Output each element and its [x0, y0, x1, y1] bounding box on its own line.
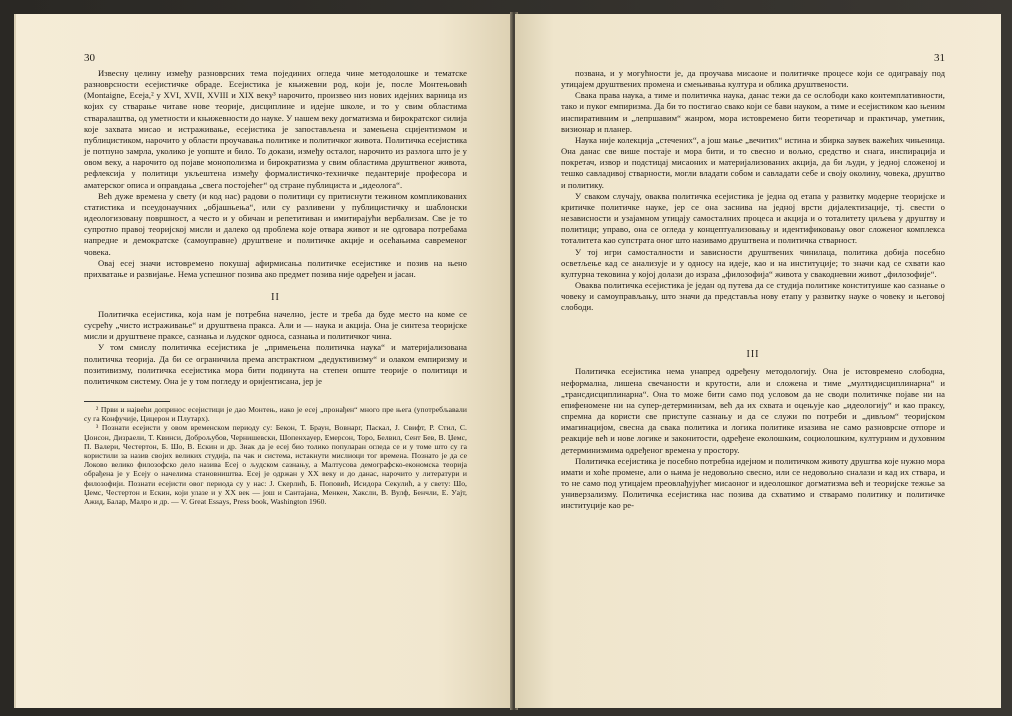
- footnote: ² Први и највећи допринос есејистици је дао Монтењ, иако је есеј „пронађен“ много пре њега (употребљавали су га Конфучије, Цицерон и Плутарх).: [84, 405, 467, 424]
- paragraph: Већ дуже времена у свету (и код нас) радови о политици су притиснути тежином компликованих статистика и псеудонаучних „објашњења“, или су разливени у публицистичку и шаблонски идеологизовану површност, а често и у обичан и репетитиван и имитирајући вербализам. Све је то супротно правој теоријској мисли и далеко од проблема које отвара живот и не одговара потребама напредне и демократске (самоуправне) друштвене и политичке акције и осећањима савременог човека.: [84, 190, 467, 257]
- paragraph: У тој игри самосталности и зависности друштвених чинилаца, политика добија посебно осветљење кад се анализује и у односу на идеје, као и на институције; то значи кад се схвати као културна тековина у којој долази до израза „филозофија“ живота у свакодневни живот „филозофије“.: [561, 246, 945, 279]
- paragraph: Политичка есејистика, која нам је потребна начелно, јесте и треба да буде место на коме се сусрећу „чисто истраживање“ и друштвена пракса. Али и — наука и акција. Она је синтеза теоријске мисли и друштвене праксе, сазнања и људског односа, сазнања и политичког чина.: [84, 308, 467, 342]
- paragraph: Политичка есејистика је посебно потребна идејном и политичком животу друштва које нужно мора имати и хоће промене, али о њима је недовољно свесно, или се недовољно сналази и кад их ствара, и то не само под утицајем преовлађујућег мисаоног и идеолошког догматизма већ и теоријске тежње за универзализму. Политичка есејистика нас позива да схватимо и стварамо политику и политичке институције као ре-: [561, 455, 945, 511]
- paragraph: У сваком случају, оваква политичка есејистика је једна од етапа у развитку модерне теоријске и критичке политичке науке, јер се она заснива на једној врсти дијалектизације, тј. свести о независности и узајамном утицају самосталних процеса и акција и о тоталитету циљева у друштву и политици; управо, она се огледа у концептуализовању и идентификовању овог сложеног комплекса тоталитета као супстрата оног што називамо друштвена и политичка стварност.: [561, 190, 945, 246]
- paragraph: Политичка есејистика нема унапред одређену методологију. Она је истовремено слободна, неформална, лишена свечаности и крутости, али и сложена и тиме „мултидисциплинарна“ и „трансдисциплинарна“. Она то може бити само под условом да не своди политичке појаве ни на епифеномене ни на супер-детерминизам, већ да их схвата и оцењује као „идеологију“ и као праксу, спремна да користи све приступе сазнању и да се служи по потреби и „дивљом“ теоријском имагинацијом, свесна да свака политика и логика политике изазива не само разноврсне отпоре и реакције већ и нове логике и законитости, одређене еколошким, социолошким, културним и духовним детерминизмима одређеног времена у простору.: [561, 366, 945, 455]
- page-number-left: 30: [84, 52, 95, 64]
- paragraph: Извесну целину између разноврсних тема појединих огледа чине методолошке и тематске разноврсности есејистичке обраде. Есејистика је књижевни род, који је, после Монтењовиh (Montaigne, Eceja,² у XVI, XVII, XVIII и XIX веку³ нарочито, произвео низ нових идејних варница из којих су стварање читаве нове теорије, дисциплине и идејне школе, и то у свим областима стваралаштва, од уметности и књижевности до науке. У нашем веку догматизма и бирократског силија које захвата мисао и истраживање, есејистика је запостављена и замењена сцијентизмом и публицистиком, нарочито у области проучавања политике и политичког живота. Политичка есејистика је потпуно замрла, уколико је уопште и било. То докази, између осталог, нарочито из разлога што је у овом веку, а нарочито од појаве монополизма и бирократизма у свим областима друштвеног живота, рефлексија у политици укљештена између формалистичко-техничке педантерије професора и аматерског описа и оправдања „свега постојећег“ од стране публициста и „идеолога“.: [84, 68, 467, 190]
- paragraph: Свака права наука, а тиме и политичка наука, данас тежи да се ослободи како контемплативности, тако и пуког емпиризма. Да би то постигао свако који се бави науком, а тиме и есејистиком као њеним инспиративним и „лепршавим“ жанром, мора истовремено бити теоретичар и практичар, уметник, визионар и планер.: [561, 90, 945, 134]
- left-body: [84, 68, 467, 387]
- right-page: [515, 14, 1001, 708]
- footnote: ³ Познати есејисти у овом временском периоду су: Бекон, Т. Браун, Вовнарг, Паскал, Ј. Свифт, Р. Стил, С. Џонсон, Дизраели, Т. Квинси, Доброљубов, Чернишевски, Шопенхауер, Емерсон, Торо, Белвил, Сент Бев, В. Џемс, П. Валери, Честертон, Б. Шо, В. Ескин и др. Знак да је есеј био толико популаран огледа се и у томе што су га користили за назив својих великих студија, па чак и система, истакнути мислиоци тог времена. Познато је да се Локово велико филозофско дело назива Есеј о људском сазнању, а Малтусова демографско-економска теорија обрађена је у Есеју о начелима становништва. Есеј је одржан у XX веку и до данас, нарочито у литератури и филозофији. Познати есејисти овог периода су у нас: Ј. Скерлић, Б. Поповић, Исидора Секулић, а у свету: Шо, Џемс, Честертон и Ескин, који улазе и у XX век — још и Сантајана, Менкен, Хаксли, В. Вулф, Бенчли, Е. Уајт, Ажид, Балар, Малро и др. — V. Great Essays, Press book, Washington 1960.: [84, 423, 467, 507]
- footnotes: [84, 405, 467, 506]
- paragraph: Наука није колекција „стечених“, а још мање „вечитих“ истина и збирка заувек важећих чињеница. Она данас све више постаје и мора бити, и то свесно и вољно, средство и снага, инспирација и покретач, извор и подстицај мисаоних и материјализованих акција, да би људи, у једној сложеној и тешко савладивој стварности, могли владати собом и савладати себе и своју околину, човека, друштво и политику.: [561, 134, 945, 190]
- section-heading: II: [271, 291, 280, 303]
- page-number-right: 31: [934, 52, 945, 64]
- left-page: [16, 14, 513, 708]
- paragraph: Овај есеј значи истовремено покушај афирмисања политичке есејистике и позив на њено прихватање и развијање. Нема успешног позива ако предмет позива није одређен и јасан.: [84, 257, 467, 279]
- paragraph: Оваква политичка есејистика је један од путева да се студија политике конституише као сазнање о човеку и самоуправљању, што значи да представља нову етапу у развитку науке о човеку и његовој слободи.: [561, 279, 945, 313]
- footnote-rule: [84, 401, 170, 402]
- section-heading: III: [746, 349, 760, 361]
- paragraph: позвана, и у могућности је, да проучава мисаоне и политичке процесе који се одигравају под утицајем друштвених промена и смењивања култура и облика друштвености.: [561, 68, 945, 90]
- right-body: [561, 68, 945, 511]
- section-spacer: [561, 313, 945, 337]
- paragraph: У том смислу политичка есејистика је „примењена политичка наука“ и материјализована политичка теорија. Да би се ограничила према апстрактном „дедуктивизму“ и олаком емпиризму и позитивизму, политичка есејистика мора бити подинута на степен опште теорије о политици и политичком систему. Она је у том погледу и оријентисана, јер је: [84, 342, 467, 386]
